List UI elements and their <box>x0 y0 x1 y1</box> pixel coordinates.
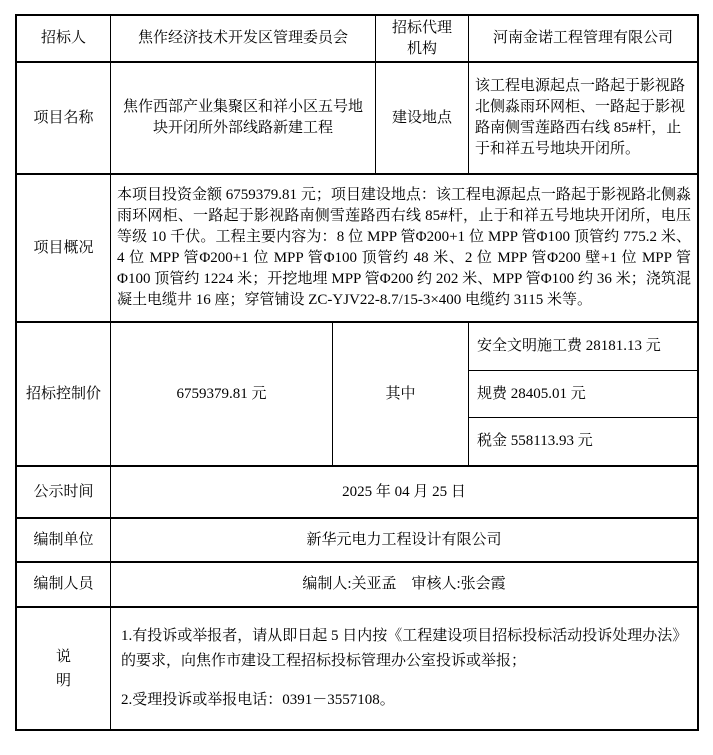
notes-label-text: 说明 <box>56 648 72 689</box>
publicity-time-label: 公示时间 <box>17 467 111 517</box>
agency-label: 招标代理机构 <box>376 16 469 61</box>
agency-value: 河南金诺工程管理有限公司 <box>492 30 673 46</box>
bid-announcement-table <box>15 14 699 731</box>
row-publicity-time <box>17 467 697 519</box>
price-components <box>469 323 697 465</box>
bidder-value: 焦作经济技术开发区管理委员会 <box>111 16 376 61</box>
notes-value <box>111 608 697 729</box>
bidder-label: 招标人 <box>17 16 111 61</box>
publicity-time-value: 2025 年 04 月 25 日 <box>342 483 466 500</box>
location-label: 建设地点 <box>376 63 469 173</box>
row-compile-staff <box>17 563 697 608</box>
overview-label: 项目概况 <box>17 175 111 321</box>
compile-unit-value: 新华元电力工程设计有限公司 <box>306 531 502 548</box>
project-name-value: 焦作西部产业集聚区和祥小区五号地块开闭所外部线路新建工程 <box>111 63 376 173</box>
compile-staff-value: 编制人:关亚孟 审核人:张会霞 <box>302 576 506 592</box>
overview-value: 本项目投资金额 6759379.81 元；项目建设地点：该工程电源起点一路起于影视路北侧淼雨环网柜、一路起于影视路南侧雪莲路西右线 85#杆，止于和祥五号地块开闭所，电压等级 10 千伏。工程主要内容为：8 位 MPP 管Φ200+1 位 MPP 管Φ100 顶管约 775.2 米、4 位 MPP 管Φ200+1 位 MPP 管Φ100 顶管约 48 米、2 位 MPP 管Φ200 壁+1 位 MPP 管Φ100 顶管约 1224 米；开挖地埋 MPP 管Φ200 约 202 米、MPP 管Φ100 约 36 米；浇筑混凝土电缆井 16 座；穿管铺设 ZC-YJV22-8.7/15-3×400 电缆约 3115 米等。 <box>117 187 691 308</box>
note-item-2: 2.受理投诉或举报电话：0391－3557108。 <box>121 692 395 708</box>
row-control-price <box>17 323 697 467</box>
note-item-1: 1.有投诉或举报者，请从即日起 5 日内按《工程建设项目招标投标活动投诉处理办法》的要求，向焦作市建设工程招标投标管理办公室投诉或举报； <box>121 628 680 669</box>
price-component-fees: 规费 28405.01 元 <box>469 371 697 419</box>
notes-label <box>17 608 111 729</box>
price-component-safety: 安全文明施工费 28181.13 元 <box>469 323 697 371</box>
row-notes <box>17 608 697 729</box>
project-name-label: 项目名称 <box>17 63 111 173</box>
location-value: 该工程电源起点一路起于影视路北侧淼雨环网柜、一路起于影视路南侧雪莲路西右线 85#杆，止于和祥五号地块开闭所。 <box>475 78 686 157</box>
among-label: 其中 <box>333 323 469 465</box>
row-overview <box>17 175 697 323</box>
row-bidder <box>17 16 697 63</box>
compile-staff-label: 编制人员 <box>17 563 111 606</box>
control-price-value: 6759379.81 元 <box>111 323 333 465</box>
compile-unit-label: 编制单位 <box>17 519 111 561</box>
price-component-tax: 税金 558113.93 元 <box>477 433 593 450</box>
row-compile-unit <box>17 519 697 563</box>
row-project-name <box>17 63 697 175</box>
control-price-label: 招标控制价 <box>17 323 111 465</box>
